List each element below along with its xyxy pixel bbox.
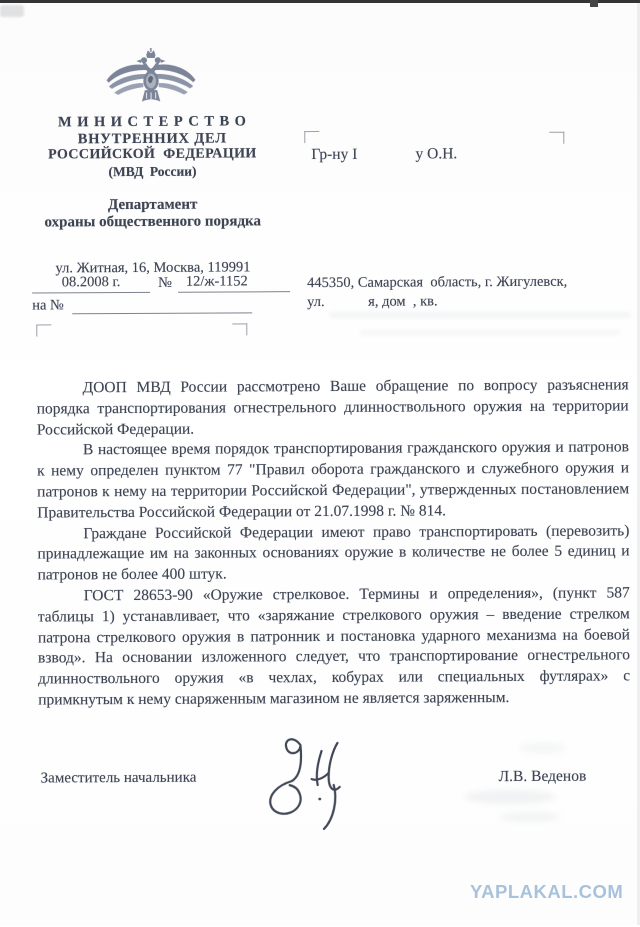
stamp-corner-left — [36, 324, 51, 336]
reference-number-row — [32, 296, 252, 314]
mvd-eagle-emblem-icon — [105, 48, 197, 108]
reference-number-label: на № — [32, 297, 64, 314]
recipient-corner-left — [304, 131, 319, 143]
date-field: 08.2008 г. — [32, 274, 150, 294]
signer-title: Заместитель начальника — [40, 769, 197, 787]
department-line2: охраны общественного порядка — [44, 213, 261, 231]
stamp-corner-right — [232, 323, 247, 335]
outgoing-number-field: 12/ж-1152 — [178, 273, 290, 293]
sender-address: ул. Житная, 16, Москва, 119991 — [55, 259, 251, 277]
department-line1: Департамент — [107, 196, 198, 214]
ministry-abbreviation: (МВД России) — [108, 163, 197, 180]
ministry-name-line2: ВНУТРЕННИХ ДЕЛ — [77, 130, 227, 148]
body-paragraph: В настоящее время порядок транспортирования гражданского оружия и патронов к нему определен пунктом 77 "Правил оборота гражданского и служебного оружия и патронов к нему на территории Российской Федерации", утвержденных постановлением Правительства Российской Федерации от 21.07.1998 г. № 814. — [36, 438, 630, 522]
signer-name: Л.В. Веденов — [498, 767, 587, 786]
outgoing-number-row — [32, 273, 290, 293]
reference-number-blank — [72, 296, 252, 314]
body-paragraph: ДООП МВД России рассмотрено Ваше обращение по вопросу разъяснения порядка транспортирования огнестрельного длинноствольного оружия на территории Российской Федерации. — [36, 376, 629, 439]
number-sign: № — [158, 274, 172, 291]
recipient-address-line2: ул. я, дом , кв. — [307, 293, 438, 311]
letter-body — [37, 375, 631, 711]
handwritten-signature-icon — [249, 733, 380, 844]
recipient-corner-right — [549, 132, 564, 144]
ministry-name-line1: МИНИСТЕРСТВО — [57, 113, 252, 131]
body-paragraph: Граждане Российской Федерации имеют право транспортировать (перевозить) принадлежащие им на законных основаниях оружие в количестве не более 5 единиц и патронов не более 400 штук. — [37, 521, 630, 584]
yaplakal-watermark: YAPLAKAL.COM — [470, 881, 624, 902]
ministry-name-line3: РОССИЙСКОЙ ФЕДЕРАЦИИ — [48, 146, 257, 163]
body-paragraph: ГОСТ 28653-90 «Оружие стрелковое. Термины и определения», (пункт 587 таблицы 1) устанавливает, что «заряжание стрелкового оружия – введение стрелком патрона стрелкового оружия в патронник и постановка ударного механизма на боевой взвод». На основании изложенного следует, что транспортирование огнестрельного длинноствольного оружия «в чехлах, кобурах или специальных футлярах» с примкнутым к нему снаряженным магазином не является заряженным. — [37, 584, 631, 709]
recipient-address-line1: 445350, Самарская область, г. Жигулевск, — [307, 273, 568, 292]
recipient-name: Гр-ну I у О.Н. — [311, 145, 458, 164]
